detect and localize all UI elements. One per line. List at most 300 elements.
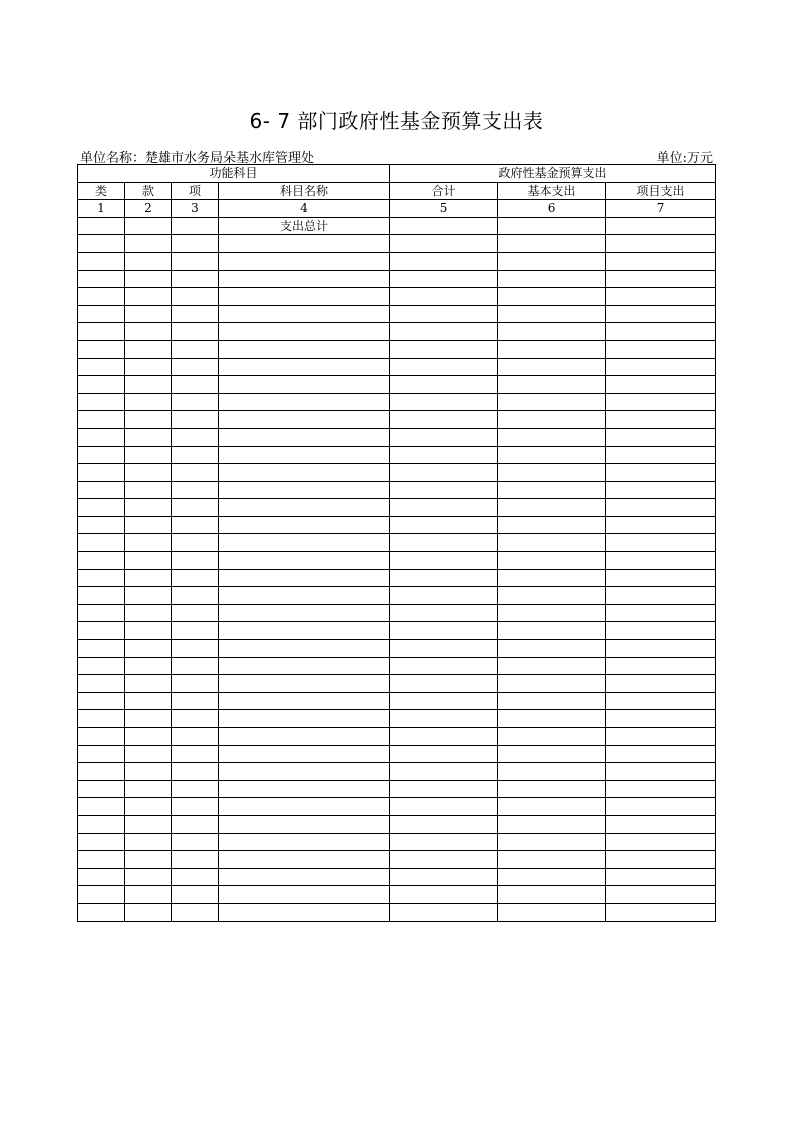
table-row (78, 305, 716, 323)
table-cell (172, 393, 219, 411)
table-cell (172, 288, 219, 306)
table-cell (219, 393, 390, 411)
table-cell (498, 692, 606, 710)
unit-name-label: 单位名称：楚雄市水务局朵基水库管理处 (80, 151, 315, 166)
table-cell (219, 446, 390, 464)
table-cell (78, 640, 125, 658)
table-cell (606, 252, 716, 270)
table-cell (390, 569, 498, 587)
table-cell (172, 692, 219, 710)
table-cell (78, 252, 125, 270)
table-row (78, 903, 716, 921)
table-cell (172, 728, 219, 746)
index-cell: 3 (172, 200, 219, 218)
table-cell (219, 833, 390, 851)
table-cell (172, 235, 219, 253)
table-cell (125, 728, 172, 746)
table-row (78, 728, 716, 746)
table-cell (390, 833, 498, 851)
table-cell (172, 868, 219, 886)
table-row (78, 569, 716, 587)
table-cell (78, 534, 125, 552)
table-cell (606, 640, 716, 658)
table-cell (390, 270, 498, 288)
index-cell: 4 (219, 200, 390, 218)
table-cell (498, 640, 606, 658)
table-cell (172, 376, 219, 394)
unit-label: 单位:万元 (656, 151, 713, 166)
table-cell (219, 358, 390, 376)
table-cell (390, 252, 498, 270)
table-cell (172, 499, 219, 517)
table-cell (78, 446, 125, 464)
table-cell (78, 305, 125, 323)
table-row (78, 411, 716, 429)
table-cell (606, 763, 716, 781)
table-cell (498, 340, 606, 358)
table-cell (125, 481, 172, 499)
table-row (78, 270, 716, 288)
header-lei: 类 (78, 182, 125, 200)
table-cell (78, 903, 125, 921)
table-cell (219, 692, 390, 710)
table-cell (125, 516, 172, 534)
table-row (78, 657, 716, 675)
table-cell (78, 288, 125, 306)
table-cell (606, 851, 716, 869)
table-cell (125, 798, 172, 816)
table-cell (606, 305, 716, 323)
table-cell (125, 552, 172, 570)
table-cell (172, 763, 219, 781)
table-cell (390, 657, 498, 675)
table-cell (172, 675, 219, 693)
table-cell (219, 235, 390, 253)
table-cell (78, 552, 125, 570)
table-cell (498, 411, 606, 429)
table-cell (390, 464, 498, 482)
table-cell (172, 481, 219, 499)
table-cell (172, 358, 219, 376)
table-cell (125, 358, 172, 376)
table-cell (390, 305, 498, 323)
table-cell (78, 464, 125, 482)
table-cell (498, 428, 606, 446)
table-row (78, 464, 716, 482)
table-cell (78, 516, 125, 534)
table-cell (78, 675, 125, 693)
table-cell (390, 340, 498, 358)
table-cell (498, 464, 606, 482)
table-cell (498, 833, 606, 851)
table-cell (172, 534, 219, 552)
table-cell (172, 851, 219, 869)
table-cell (606, 393, 716, 411)
header-total: 合计 (390, 182, 498, 200)
table-cell (606, 340, 716, 358)
table-cell (78, 622, 125, 640)
table-cell (125, 692, 172, 710)
table-cell (498, 763, 606, 781)
header-fund-expense: 政府性基金预算支出 (390, 165, 716, 183)
table-cell (390, 552, 498, 570)
index-cell: 2 (125, 200, 172, 218)
table-cell (78, 780, 125, 798)
table-cell (390, 604, 498, 622)
table-cell (606, 604, 716, 622)
table-cell (498, 358, 606, 376)
table-cell (125, 763, 172, 781)
table-cell (219, 481, 390, 499)
table-cell (606, 675, 716, 693)
table-cell (498, 745, 606, 763)
table-cell (172, 780, 219, 798)
table-cell (606, 411, 716, 429)
table-cell (125, 270, 172, 288)
table-cell (78, 815, 125, 833)
table-cell (125, 657, 172, 675)
table-cell (390, 868, 498, 886)
table-cell (78, 235, 125, 253)
table-cell (498, 516, 606, 534)
table-cell (219, 745, 390, 763)
table-cell (125, 851, 172, 869)
table-cell (390, 516, 498, 534)
table-cell (606, 868, 716, 886)
table-cell (606, 235, 716, 253)
table-cell (498, 569, 606, 587)
table-cell (172, 657, 219, 675)
table-cell (390, 640, 498, 658)
table-cell (390, 763, 498, 781)
table-cell (172, 710, 219, 728)
header-function-subject: 功能科目 (78, 165, 390, 183)
table-cell (125, 622, 172, 640)
total-row (78, 217, 716, 235)
table-cell (78, 728, 125, 746)
table-cell (125, 376, 172, 394)
table-cell (498, 499, 606, 517)
table-row (78, 393, 716, 411)
table-cell (172, 587, 219, 605)
table-row (78, 851, 716, 869)
table-cell (498, 305, 606, 323)
table-cell (498, 851, 606, 869)
table-cell (606, 499, 716, 517)
table-cell (219, 815, 390, 833)
table-cell (125, 534, 172, 552)
table-cell (219, 728, 390, 746)
index-cell: 1 (78, 200, 125, 218)
table-cell (606, 815, 716, 833)
table-cell (606, 728, 716, 746)
table-cell (606, 217, 716, 235)
index-cell: 7 (606, 200, 716, 218)
table-cell (219, 534, 390, 552)
table-cell (606, 481, 716, 499)
table-cell (78, 270, 125, 288)
table-cell (125, 252, 172, 270)
table-cell (498, 657, 606, 675)
table-cell (606, 692, 716, 710)
table-cell (390, 323, 498, 341)
table-cell (498, 710, 606, 728)
table-cell (219, 305, 390, 323)
header-xiang: 项 (172, 182, 219, 200)
index-cell: 5 (390, 200, 498, 218)
table-cell (172, 815, 219, 833)
table-cell (498, 235, 606, 253)
table-cell (172, 340, 219, 358)
table-cell (498, 587, 606, 605)
table-cell (172, 640, 219, 658)
table-cell (606, 358, 716, 376)
table-cell (125, 428, 172, 446)
table-cell (78, 763, 125, 781)
table-cell (219, 851, 390, 869)
table-cell (78, 376, 125, 394)
table-cell (78, 657, 125, 675)
header-subject-name: 科目名称 (219, 182, 390, 200)
table-cell (172, 833, 219, 851)
table-cell (390, 745, 498, 763)
table-cell (390, 815, 498, 833)
table-cell (78, 604, 125, 622)
table-cell (172, 464, 219, 482)
table-cell (498, 446, 606, 464)
table-cell (390, 217, 498, 235)
table-cell (125, 833, 172, 851)
table-cell (498, 217, 606, 235)
budget-table (77, 164, 716, 922)
table-row (78, 376, 716, 394)
table-cell (606, 288, 716, 306)
table-cell (78, 393, 125, 411)
table-cell (219, 270, 390, 288)
table-cell (606, 657, 716, 675)
table-cell (606, 270, 716, 288)
table-cell (606, 710, 716, 728)
table-cell (219, 710, 390, 728)
table-cell (219, 516, 390, 534)
table-cell (125, 235, 172, 253)
table-cell (606, 587, 716, 605)
table-cell (125, 675, 172, 693)
table-row (78, 886, 716, 904)
table-cell (390, 622, 498, 640)
table-cell (125, 587, 172, 605)
table-row (78, 446, 716, 464)
table-cell (78, 833, 125, 851)
table-cell (172, 903, 219, 921)
table-cell (219, 622, 390, 640)
table-cell (125, 815, 172, 833)
table-cell (78, 499, 125, 517)
table-cell (219, 604, 390, 622)
table-cell (125, 886, 172, 904)
table-cell (219, 675, 390, 693)
table-cell (498, 622, 606, 640)
table-cell (78, 217, 125, 235)
table-cell (219, 798, 390, 816)
table-cell (498, 376, 606, 394)
table-row (78, 710, 716, 728)
table-cell (125, 411, 172, 429)
table-cell (606, 552, 716, 570)
table-row (78, 340, 716, 358)
table-cell (390, 798, 498, 816)
table-cell (606, 798, 716, 816)
table-cell (172, 552, 219, 570)
table-cell (219, 464, 390, 482)
table-cell (125, 288, 172, 306)
table-cell (498, 393, 606, 411)
table-row (78, 763, 716, 781)
table-cell (125, 499, 172, 517)
table-cell (498, 323, 606, 341)
table-cell (78, 710, 125, 728)
table-cell (125, 569, 172, 587)
table-cell (172, 217, 219, 235)
total-label: 支出总计 (219, 217, 390, 235)
table-cell (172, 411, 219, 429)
table-cell (219, 780, 390, 798)
table-cell (78, 868, 125, 886)
table-cell (125, 446, 172, 464)
table-cell (219, 288, 390, 306)
table-cell (390, 411, 498, 429)
table-row (78, 235, 716, 253)
table-row (78, 252, 716, 270)
table-cell (172, 252, 219, 270)
table-cell (219, 657, 390, 675)
table-cell (125, 340, 172, 358)
table-cell (172, 305, 219, 323)
table-cell (172, 446, 219, 464)
table-cell (125, 217, 172, 235)
header-basic-expense: 基本支出 (498, 182, 606, 200)
table-cell (606, 886, 716, 904)
table-cell (172, 745, 219, 763)
table-row (78, 868, 716, 886)
table-cell (172, 886, 219, 904)
table-row (78, 833, 716, 851)
table-cell (125, 780, 172, 798)
table-cell (390, 428, 498, 446)
table-cell (606, 376, 716, 394)
table-cell (219, 340, 390, 358)
table-row (78, 640, 716, 658)
table-cell (498, 604, 606, 622)
table-cell (498, 868, 606, 886)
table-cell (606, 780, 716, 798)
table-cell (606, 516, 716, 534)
table-cell (390, 692, 498, 710)
table-cell (498, 780, 606, 798)
table-cell (390, 235, 498, 253)
table-row (78, 745, 716, 763)
table-cell (390, 886, 498, 904)
table-cell (606, 569, 716, 587)
table-cell (606, 464, 716, 482)
table-cell (606, 833, 716, 851)
table-row (78, 604, 716, 622)
page-title: 6- 7 部门政府性基金预算支出表 (249, 109, 544, 133)
table-row (78, 552, 716, 570)
index-row (78, 200, 716, 218)
table-cell (78, 587, 125, 605)
table-cell (125, 710, 172, 728)
table-cell (390, 728, 498, 746)
table-row (78, 428, 716, 446)
table-cell (172, 516, 219, 534)
table-cell (498, 903, 606, 921)
table-cell (390, 710, 498, 728)
table-cell (219, 323, 390, 341)
table-cell (606, 428, 716, 446)
table-cell (219, 499, 390, 517)
table-cell (498, 252, 606, 270)
table-cell (78, 692, 125, 710)
table-row (78, 288, 716, 306)
table-cell (390, 534, 498, 552)
table-cell (78, 428, 125, 446)
table-cell (78, 340, 125, 358)
table-cell (498, 886, 606, 904)
table-cell (78, 798, 125, 816)
table-cell (498, 798, 606, 816)
table-cell (219, 552, 390, 570)
table-cell (498, 815, 606, 833)
table-cell (125, 903, 172, 921)
header-group-row (78, 165, 716, 183)
table-cell (606, 622, 716, 640)
table-cell (78, 481, 125, 499)
table-cell (606, 446, 716, 464)
table-cell (219, 763, 390, 781)
table-cell (606, 534, 716, 552)
table-cell (390, 499, 498, 517)
header-kuan: 款 (125, 182, 172, 200)
table-cell (78, 323, 125, 341)
table-cell (390, 288, 498, 306)
table-cell (78, 358, 125, 376)
table-cell (498, 552, 606, 570)
header-project-expense: 项目支出 (606, 182, 716, 200)
table-cell (125, 393, 172, 411)
table-cell (172, 798, 219, 816)
table-cell (390, 851, 498, 869)
table-cell (78, 411, 125, 429)
table-cell (390, 376, 498, 394)
table-cell (219, 868, 390, 886)
table-cell (172, 622, 219, 640)
table-row (78, 798, 716, 816)
table-cell (219, 640, 390, 658)
table-cell (390, 481, 498, 499)
table-row (78, 587, 716, 605)
table-cell (125, 640, 172, 658)
table-cell (498, 288, 606, 306)
table-cell (78, 851, 125, 869)
table-cell (390, 358, 498, 376)
table-cell (219, 252, 390, 270)
table-cell (172, 428, 219, 446)
table-cell (498, 728, 606, 746)
table-row (78, 481, 716, 499)
table-row (78, 534, 716, 552)
table-cell (219, 428, 390, 446)
